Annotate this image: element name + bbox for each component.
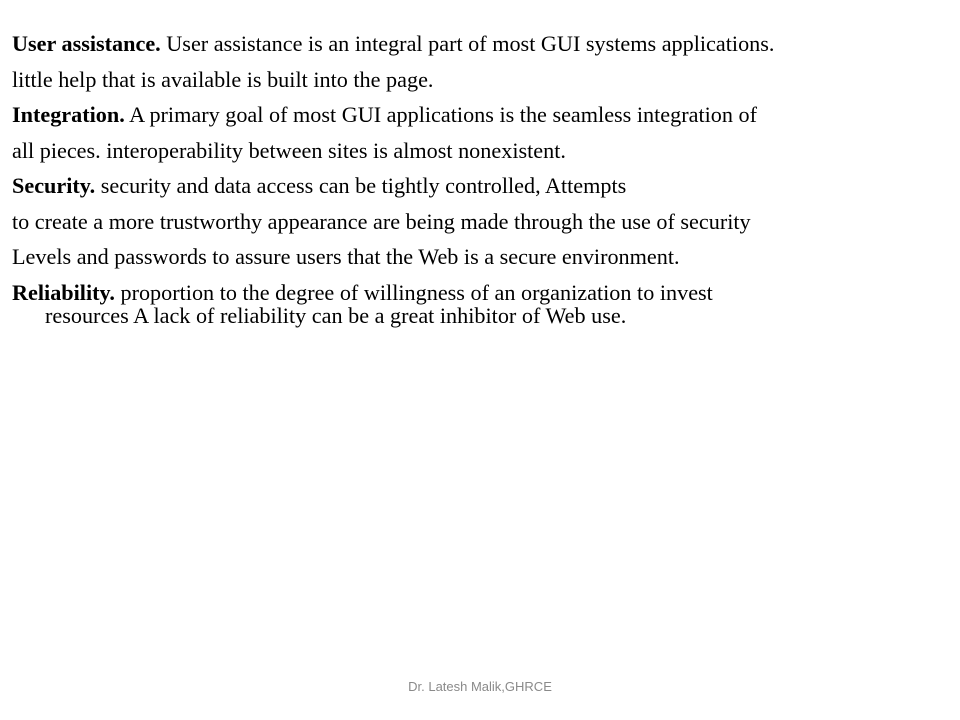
para-integration-line-2: all pieces. interoperability between sites is almost nonexistent. [12,137,566,163]
para-user-assistance-line-2: little help that is available is built into the page. [12,66,434,92]
term-user-assistance: User assistance. [12,31,161,56]
para-integration-line-1 [12,97,942,133]
para-security-line-2: to create a more trustworthy appearance are being made through the use of security [12,208,751,234]
term-reliability: Reliability. [12,279,115,305]
para-security-line-1 [12,168,942,204]
text: security and data access can be tightly controlled, Attempts [95,173,627,198]
text: User assistance is an integral part of most GUI systems applications. [160,31,775,56]
text: A primary goal of most GUI applications is the seamless integration of [124,102,758,127]
text: proportion to the degree of willingness of an organization to invest [114,279,713,305]
para-user-assistance-line-1 [12,26,942,62]
term-security: Security. [12,173,96,198]
term-integration: Integration. [12,102,125,127]
para-security-line-3: Levels and passwords to assure users that the Web is a secure environment. [12,244,680,269]
para-reliability-line-2: resources A lack of reliability can be a great inhibitor of Web use. [45,303,627,328]
slide-body [12,26,942,328]
slide-footer: Dr. Latesh Malik,GHRCE [408,679,552,694]
